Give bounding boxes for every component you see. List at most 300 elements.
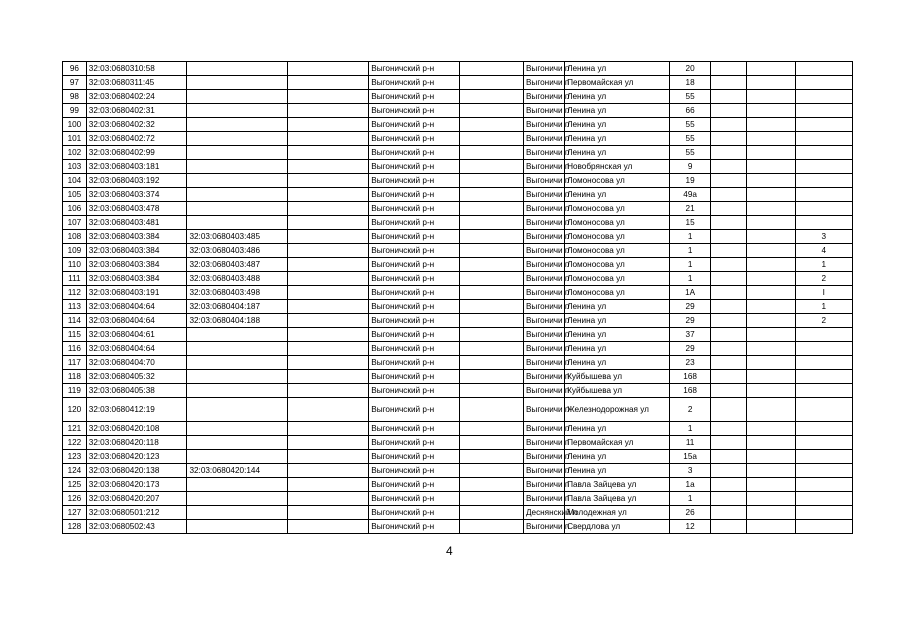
empty-cell bbox=[711, 436, 747, 450]
empty-cell bbox=[288, 62, 369, 76]
linked-cadastral-number-cell bbox=[187, 132, 288, 146]
cadastral-number-cell: 32:03:0680420:123 bbox=[86, 450, 187, 464]
table-row bbox=[63, 216, 853, 230]
unit-number-cell bbox=[795, 464, 852, 478]
linked-cadastral-number-cell: 32:03:0680420:144 bbox=[187, 464, 288, 478]
empty-cell bbox=[288, 384, 369, 398]
cadastral-number-cell: 32:03:0680403:384 bbox=[86, 258, 187, 272]
empty-cell bbox=[711, 258, 747, 272]
table-row bbox=[63, 314, 853, 328]
row-number-cell: 118 bbox=[63, 370, 87, 384]
empty-cell bbox=[288, 104, 369, 118]
page-number: 4 bbox=[446, 544, 453, 558]
empty-cell bbox=[460, 356, 524, 370]
district-cell: Выгоничский р-н bbox=[369, 342, 460, 356]
locality-cell: Выгоничи п bbox=[523, 174, 564, 188]
empty-cell bbox=[460, 118, 524, 132]
house-number-cell: 19 bbox=[670, 174, 711, 188]
empty-cell bbox=[746, 118, 795, 132]
unit-number-cell bbox=[795, 506, 852, 520]
house-number-cell: 20 bbox=[670, 62, 711, 76]
district-cell: Выгоничский р-н bbox=[369, 118, 460, 132]
empty-cell bbox=[460, 286, 524, 300]
linked-cadastral-number-cell bbox=[187, 450, 288, 464]
locality-cell: Выгоничи п bbox=[523, 492, 564, 506]
row-number-cell: 116 bbox=[63, 342, 87, 356]
empty-cell bbox=[460, 202, 524, 216]
empty-cell bbox=[711, 370, 747, 384]
registry-body bbox=[63, 62, 853, 534]
district-cell: Выгоничский р-н bbox=[369, 314, 460, 328]
house-number-cell: 55 bbox=[670, 132, 711, 146]
locality-cell: Выгоничи п bbox=[523, 146, 564, 160]
empty-cell bbox=[460, 450, 524, 464]
linked-cadastral-number-cell bbox=[187, 342, 288, 356]
table-row bbox=[63, 478, 853, 492]
linked-cadastral-number-cell bbox=[187, 506, 288, 520]
row-number-cell: 124 bbox=[63, 464, 87, 478]
cadastral-number-cell: 32:03:0680501:212 bbox=[86, 506, 187, 520]
unit-number-cell bbox=[795, 188, 852, 202]
street-cell: Ломоносова ул bbox=[565, 216, 670, 230]
street-cell: Молодежная ул bbox=[565, 506, 670, 520]
table-row bbox=[63, 272, 853, 286]
row-number-cell: 103 bbox=[63, 160, 87, 174]
unit-number-cell bbox=[795, 216, 852, 230]
empty-cell bbox=[711, 328, 747, 342]
empty-cell bbox=[460, 146, 524, 160]
empty-cell bbox=[460, 342, 524, 356]
unit-number-cell bbox=[795, 436, 852, 450]
locality-cell: Выгоничи п bbox=[523, 422, 564, 436]
empty-cell bbox=[460, 370, 524, 384]
street-cell: Ленина ул bbox=[565, 464, 670, 478]
house-number-cell: 1а bbox=[670, 478, 711, 492]
locality-cell: Выгоничи п bbox=[523, 90, 564, 104]
unit-number-cell bbox=[795, 62, 852, 76]
table-row bbox=[63, 384, 853, 398]
empty-cell bbox=[746, 202, 795, 216]
empty-cell bbox=[460, 216, 524, 230]
unit-number-cell bbox=[795, 422, 852, 436]
empty-cell bbox=[288, 300, 369, 314]
street-cell: Ленина ул bbox=[565, 450, 670, 464]
unit-number-cell bbox=[795, 492, 852, 506]
table-row bbox=[63, 90, 853, 104]
street-cell: Ленина ул bbox=[565, 328, 670, 342]
house-number-cell: 26 bbox=[670, 506, 711, 520]
empty-cell bbox=[460, 272, 524, 286]
row-number-cell: 117 bbox=[63, 356, 87, 370]
empty-cell bbox=[746, 104, 795, 118]
empty-cell bbox=[711, 286, 747, 300]
empty-cell bbox=[460, 328, 524, 342]
linked-cadastral-number-cell bbox=[187, 478, 288, 492]
empty-cell bbox=[746, 146, 795, 160]
locality-cell: Выгоничи п bbox=[523, 356, 564, 370]
row-number-cell: 109 bbox=[63, 244, 87, 258]
house-number-cell: 55 bbox=[670, 118, 711, 132]
empty-cell bbox=[711, 464, 747, 478]
unit-number-cell bbox=[795, 370, 852, 384]
empty-cell bbox=[711, 314, 747, 328]
house-number-cell: 21 bbox=[670, 202, 711, 216]
cadastral-number-cell: 32:03:0680403:191 bbox=[86, 286, 187, 300]
locality-cell: Выгоничи п bbox=[523, 216, 564, 230]
empty-cell bbox=[288, 356, 369, 370]
linked-cadastral-number-cell: 32:03:0680403:485 bbox=[187, 230, 288, 244]
house-number-cell: 29 bbox=[670, 314, 711, 328]
house-number-cell: 1 bbox=[670, 230, 711, 244]
empty-cell bbox=[711, 244, 747, 258]
house-number-cell: 29 bbox=[670, 342, 711, 356]
table-row bbox=[63, 160, 853, 174]
street-cell: Ленина ул bbox=[565, 62, 670, 76]
empty-cell bbox=[460, 258, 524, 272]
empty-cell bbox=[746, 328, 795, 342]
locality-cell: Выгоничи п bbox=[523, 450, 564, 464]
empty-cell bbox=[288, 286, 369, 300]
empty-cell bbox=[288, 342, 369, 356]
linked-cadastral-number-cell bbox=[187, 328, 288, 342]
empty-cell bbox=[460, 478, 524, 492]
empty-cell bbox=[460, 62, 524, 76]
empty-cell bbox=[746, 230, 795, 244]
linked-cadastral-number-cell bbox=[187, 160, 288, 174]
street-cell: Свердлова ул bbox=[565, 520, 670, 534]
district-cell: Выгоничский р-н bbox=[369, 370, 460, 384]
locality-cell: Выгоничи п bbox=[523, 286, 564, 300]
empty-cell bbox=[746, 506, 795, 520]
district-cell: Выгоничский р-н bbox=[369, 384, 460, 398]
empty-cell bbox=[460, 464, 524, 478]
locality-cell: Выгоничи п bbox=[523, 230, 564, 244]
table-row bbox=[63, 436, 853, 450]
empty-cell bbox=[288, 492, 369, 506]
street-cell: Ломоносова ул bbox=[565, 286, 670, 300]
row-number-cell: 96 bbox=[63, 62, 87, 76]
row-number-cell: 108 bbox=[63, 230, 87, 244]
district-cell: Выгоничский р-н bbox=[369, 258, 460, 272]
street-cell: Первомайская ул bbox=[565, 76, 670, 90]
linked-cadastral-number-cell bbox=[187, 202, 288, 216]
empty-cell bbox=[288, 230, 369, 244]
empty-cell bbox=[746, 188, 795, 202]
unit-number-cell bbox=[795, 328, 852, 342]
empty-cell bbox=[460, 244, 524, 258]
empty-cell bbox=[288, 272, 369, 286]
cadastral-number-cell: 32:03:0680403:192 bbox=[86, 174, 187, 188]
table-row bbox=[63, 286, 853, 300]
empty-cell bbox=[711, 342, 747, 356]
house-number-cell: 49а bbox=[670, 188, 711, 202]
unit-number-cell bbox=[795, 174, 852, 188]
empty-cell bbox=[711, 230, 747, 244]
house-number-cell: 66 bbox=[670, 104, 711, 118]
row-number-cell: 105 bbox=[63, 188, 87, 202]
row-number-cell: 114 bbox=[63, 314, 87, 328]
row-number-cell: 101 bbox=[63, 132, 87, 146]
empty-cell bbox=[746, 300, 795, 314]
cadastral-number-cell: 32:03:0680403:374 bbox=[86, 188, 187, 202]
house-number-cell: 15 bbox=[670, 216, 711, 230]
empty-cell bbox=[288, 520, 369, 534]
locality-cell: Выгоничи п bbox=[523, 202, 564, 216]
unit-number-cell bbox=[795, 146, 852, 160]
row-number-cell: 97 bbox=[63, 76, 87, 90]
street-cell: Ломоносова ул bbox=[565, 202, 670, 216]
unit-number-cell: 3 bbox=[795, 230, 852, 244]
locality-cell: Выгоничи п bbox=[523, 398, 564, 422]
empty-cell bbox=[288, 132, 369, 146]
row-number-cell: 126 bbox=[63, 492, 87, 506]
linked-cadastral-number-cell: 32:03:0680403:486 bbox=[187, 244, 288, 258]
empty-cell bbox=[711, 118, 747, 132]
locality-cell: Выгоничи п bbox=[523, 328, 564, 342]
cadastral-number-cell: 32:03:0680420:207 bbox=[86, 492, 187, 506]
empty-cell bbox=[711, 450, 747, 464]
row-number-cell: 107 bbox=[63, 216, 87, 230]
cadastral-number-cell: 32:03:0680403:181 bbox=[86, 160, 187, 174]
empty-cell bbox=[711, 146, 747, 160]
cadastral-number-cell: 32:03:0680402:31 bbox=[86, 104, 187, 118]
district-cell: Выгоничский р-н bbox=[369, 300, 460, 314]
linked-cadastral-number-cell bbox=[187, 356, 288, 370]
district-cell: Выгоничский р-н bbox=[369, 520, 460, 534]
row-number-cell: 122 bbox=[63, 436, 87, 450]
table-row bbox=[63, 202, 853, 216]
cadastral-number-cell: 32:03:0680403:384 bbox=[86, 272, 187, 286]
empty-cell bbox=[711, 398, 747, 422]
street-cell: Ленина ул bbox=[565, 342, 670, 356]
house-number-cell: 55 bbox=[670, 146, 711, 160]
cadastral-number-cell: 32:03:0680403:384 bbox=[86, 230, 187, 244]
house-number-cell: 9 bbox=[670, 160, 711, 174]
locality-cell: Выгоничи п bbox=[523, 384, 564, 398]
empty-cell bbox=[746, 160, 795, 174]
house-number-cell: 18 bbox=[670, 76, 711, 90]
cadastral-number-cell: 32:03:0680310:58 bbox=[86, 62, 187, 76]
empty-cell bbox=[746, 244, 795, 258]
cadastral-number-cell: 32:03:0680402:99 bbox=[86, 146, 187, 160]
locality-cell: Выгоничи п bbox=[523, 464, 564, 478]
cadastral-number-cell: 32:03:0680403:481 bbox=[86, 216, 187, 230]
empty-cell bbox=[746, 436, 795, 450]
street-cell: Ломоносова ул bbox=[565, 258, 670, 272]
house-number-cell: 1 bbox=[670, 258, 711, 272]
unit-number-cell bbox=[795, 118, 852, 132]
empty-cell bbox=[746, 520, 795, 534]
cadastral-number-cell: 32:03:0680402:24 bbox=[86, 90, 187, 104]
cadastral-number-cell: 32:03:0680420:118 bbox=[86, 436, 187, 450]
empty-cell bbox=[746, 370, 795, 384]
empty-cell bbox=[711, 216, 747, 230]
linked-cadastral-number-cell bbox=[187, 188, 288, 202]
unit-number-cell: I bbox=[795, 286, 852, 300]
cadastral-number-cell: 32:03:0680404:64 bbox=[86, 342, 187, 356]
empty-cell bbox=[746, 216, 795, 230]
unit-number-cell bbox=[795, 384, 852, 398]
street-cell: Ленина ул bbox=[565, 132, 670, 146]
street-cell: Железнодорожная ул bbox=[565, 398, 670, 422]
cadastral-number-cell: 32:03:0680404:61 bbox=[86, 328, 187, 342]
table-row bbox=[63, 450, 853, 464]
house-number-cell: 1 bbox=[670, 244, 711, 258]
row-number-cell: 115 bbox=[63, 328, 87, 342]
street-cell: Ломоносова ул bbox=[565, 272, 670, 286]
unit-number-cell bbox=[795, 342, 852, 356]
empty-cell bbox=[746, 258, 795, 272]
empty-cell bbox=[288, 244, 369, 258]
empty-cell bbox=[746, 398, 795, 422]
empty-cell bbox=[460, 76, 524, 90]
district-cell: Выгоничский р-н bbox=[369, 492, 460, 506]
locality-cell: Выгоничи п bbox=[523, 118, 564, 132]
cadastral-number-cell: 32:03:0680404:70 bbox=[86, 356, 187, 370]
district-cell: Выгоничский р-н bbox=[369, 188, 460, 202]
row-number-cell: 119 bbox=[63, 384, 87, 398]
row-number-cell: 120 bbox=[63, 398, 87, 422]
empty-cell bbox=[288, 450, 369, 464]
empty-cell bbox=[711, 160, 747, 174]
street-cell: Куйбышева ул bbox=[565, 384, 670, 398]
empty-cell bbox=[711, 492, 747, 506]
empty-cell bbox=[711, 132, 747, 146]
row-number-cell: 102 bbox=[63, 146, 87, 160]
cadastral-number-cell: 32:03:0680405:38 bbox=[86, 384, 187, 398]
district-cell: Выгоничский р-н bbox=[369, 450, 460, 464]
locality-cell: Выгоничи п bbox=[523, 160, 564, 174]
unit-number-cell: 1 bbox=[795, 300, 852, 314]
empty-cell bbox=[746, 384, 795, 398]
empty-cell bbox=[711, 356, 747, 370]
empty-cell bbox=[460, 492, 524, 506]
unit-number-cell: 2 bbox=[795, 272, 852, 286]
locality-cell: Выгоничи п bbox=[523, 104, 564, 118]
empty-cell bbox=[288, 202, 369, 216]
table-row bbox=[63, 342, 853, 356]
district-cell: Выгоничский р-н bbox=[369, 422, 460, 436]
empty-cell bbox=[746, 314, 795, 328]
empty-cell bbox=[288, 422, 369, 436]
district-cell: Выгоничский р-н bbox=[369, 174, 460, 188]
empty-cell bbox=[288, 258, 369, 272]
table-row bbox=[63, 174, 853, 188]
locality-cell: Выгоничи п bbox=[523, 342, 564, 356]
street-cell: Ломоносова ул bbox=[565, 244, 670, 258]
row-number-cell: 98 bbox=[63, 90, 87, 104]
empty-cell bbox=[460, 384, 524, 398]
empty-cell bbox=[746, 132, 795, 146]
empty-cell bbox=[288, 464, 369, 478]
house-number-cell: 12 bbox=[670, 520, 711, 534]
table-row bbox=[63, 132, 853, 146]
empty-cell bbox=[711, 300, 747, 314]
cadastral-number-cell: 32:03:0680402:32 bbox=[86, 118, 187, 132]
house-number-cell: 15а bbox=[670, 450, 711, 464]
empty-cell bbox=[746, 478, 795, 492]
row-number-cell: 127 bbox=[63, 506, 87, 520]
house-number-cell: 23 bbox=[670, 356, 711, 370]
empty-cell bbox=[711, 506, 747, 520]
cadastral-number-cell: 32:03:0680420:108 bbox=[86, 422, 187, 436]
table-row bbox=[63, 492, 853, 506]
cadastral-number-cell: 32:03:0680412:19 bbox=[86, 398, 187, 422]
table-row bbox=[63, 244, 853, 258]
district-cell: Выгоничский р-н bbox=[369, 328, 460, 342]
table-row bbox=[63, 398, 853, 422]
street-cell: Павла Зайцева ул bbox=[565, 478, 670, 492]
row-number-cell: 112 bbox=[63, 286, 87, 300]
empty-cell bbox=[711, 62, 747, 76]
linked-cadastral-number-cell bbox=[187, 370, 288, 384]
house-number-cell: 37 bbox=[670, 328, 711, 342]
empty-cell bbox=[746, 342, 795, 356]
table-row bbox=[63, 520, 853, 534]
row-number-cell: 104 bbox=[63, 174, 87, 188]
unit-number-cell bbox=[795, 398, 852, 422]
empty-cell bbox=[711, 384, 747, 398]
unit-number-cell bbox=[795, 520, 852, 534]
street-cell: Ленина ул bbox=[565, 188, 670, 202]
table-row bbox=[63, 230, 853, 244]
street-cell: Ломоносова ул bbox=[565, 230, 670, 244]
street-cell: Новобрянская ул bbox=[565, 160, 670, 174]
unit-number-cell bbox=[795, 160, 852, 174]
house-number-cell: 11 bbox=[670, 436, 711, 450]
empty-cell bbox=[711, 272, 747, 286]
house-number-cell: 168 bbox=[670, 370, 711, 384]
empty-cell bbox=[460, 132, 524, 146]
district-cell: Выгоничский р-н bbox=[369, 286, 460, 300]
street-cell: Ленина ул bbox=[565, 104, 670, 118]
row-number-cell: 125 bbox=[63, 478, 87, 492]
cadastral-number-cell: 32:03:0680404:64 bbox=[86, 300, 187, 314]
cadastral-number-cell: 32:03:0680420:173 bbox=[86, 478, 187, 492]
empty-cell bbox=[288, 478, 369, 492]
linked-cadastral-number-cell bbox=[187, 118, 288, 132]
linked-cadastral-number-cell bbox=[187, 436, 288, 450]
row-number-cell: 128 bbox=[63, 520, 87, 534]
table-row bbox=[63, 146, 853, 160]
house-number-cell: 55 bbox=[670, 90, 711, 104]
district-cell: Выгоничский р-н bbox=[369, 216, 460, 230]
house-number-cell: 1 bbox=[670, 422, 711, 436]
street-cell: Куйбышева ул bbox=[565, 370, 670, 384]
table-row bbox=[63, 258, 853, 272]
locality-cell: Выгоничи п bbox=[523, 62, 564, 76]
street-cell: Ленина ул bbox=[565, 118, 670, 132]
linked-cadastral-number-cell bbox=[187, 62, 288, 76]
district-cell: Выгоничский р-н bbox=[369, 202, 460, 216]
locality-cell: Выгоничи п bbox=[523, 520, 564, 534]
row-number-cell: 106 bbox=[63, 202, 87, 216]
empty-cell bbox=[711, 478, 747, 492]
empty-cell bbox=[288, 146, 369, 160]
empty-cell bbox=[711, 104, 747, 118]
linked-cadastral-number-cell bbox=[187, 384, 288, 398]
table-row bbox=[63, 464, 853, 478]
unit-number-cell bbox=[795, 104, 852, 118]
empty-cell bbox=[746, 286, 795, 300]
table-row bbox=[63, 118, 853, 132]
row-number-cell: 100 bbox=[63, 118, 87, 132]
empty-cell bbox=[711, 202, 747, 216]
street-cell: Ленина ул bbox=[565, 300, 670, 314]
cadastral-number-cell: 32:03:0680403:384 bbox=[86, 244, 187, 258]
empty-cell bbox=[460, 174, 524, 188]
empty-cell bbox=[288, 398, 369, 422]
